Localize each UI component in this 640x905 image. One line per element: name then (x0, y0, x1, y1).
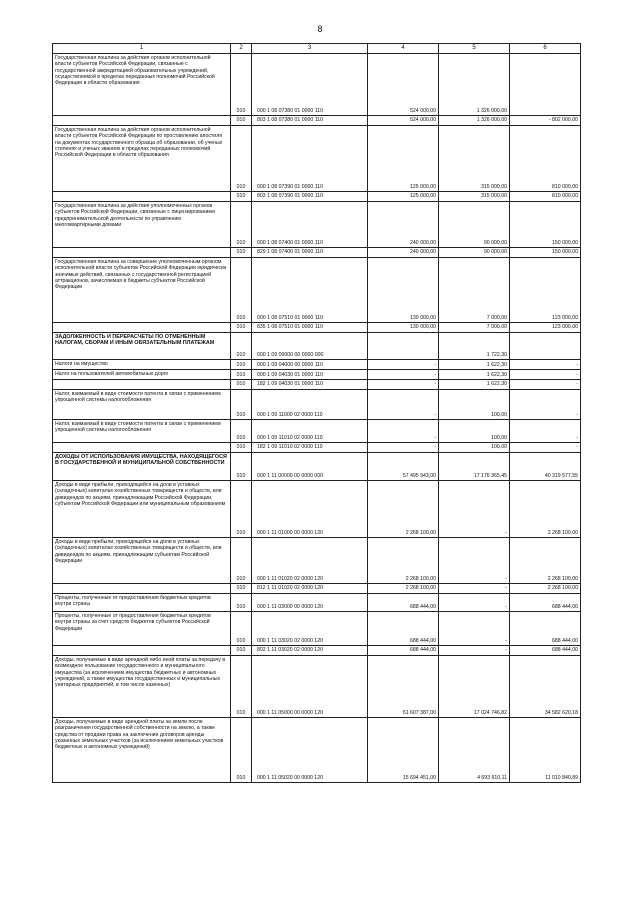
header-col-3: 3 (252, 44, 368, 54)
row-remaining-cell: - (510, 390, 581, 420)
row-executed-cell: 17 176 365,45 (439, 453, 510, 481)
row-remaining-cell: - (510, 443, 581, 453)
row-code-cell: 010 (231, 258, 252, 323)
row-code-cell: 010 (231, 584, 252, 594)
row-approved-cell: 130 000,00 (368, 323, 439, 333)
row-remaining-cell: 688 444,00 (510, 646, 581, 656)
row-kbk-cell: 000 1 09 11000 02 0000 110 (252, 390, 368, 420)
row-kbk-cell: 802 1 11 03020 02 0000 120 (252, 646, 368, 656)
row-executed-cell: 1 326 000,00 (439, 54, 510, 116)
row-kbk-cell: 000 1 11 05020 00 0000 120 (252, 718, 368, 783)
row-executed-cell: - (439, 594, 510, 612)
row-kbk-cell: 000 1 08 07380 01 0000 110 (252, 54, 368, 116)
row-executed-cell: 4 693 610,11 (439, 718, 510, 783)
table-row (53, 594, 581, 612)
row-kbk-cell: 000 1 08 07510 01 0000 110 (252, 258, 368, 323)
row-remaining-cell: - (510, 370, 581, 380)
row-remaining-cell: - (510, 360, 581, 370)
row-code-cell: 010 (231, 646, 252, 656)
table-row (53, 258, 581, 323)
table-row (53, 323, 581, 333)
row-name-cell: Проценты, полученные от предоставления бюджетных кредитов внутри страны (53, 594, 231, 612)
row-approved-cell: - (368, 390, 439, 420)
row-kbk-cell: 835 1 08 07510 01 0000 110 (252, 323, 368, 333)
row-code-cell: 010 (231, 202, 252, 248)
row-executed-cell: 90 000,00 (439, 202, 510, 248)
row-remaining-cell: 810 000,00 (510, 192, 581, 202)
row-code-cell: 010 (231, 538, 252, 584)
row-approved-cell: 240 000,00 (368, 202, 439, 248)
table-row (53, 54, 581, 116)
row-code-cell: 010 (231, 420, 252, 443)
row-approved-cell: - (368, 420, 439, 443)
table-row (53, 538, 581, 584)
row-code-cell: 010 (231, 453, 252, 481)
row-executed-cell: 1 722,30 (439, 333, 510, 360)
row-code-cell: 010 (231, 192, 252, 202)
row-code-cell: 010 (231, 126, 252, 192)
row-approved-cell (368, 333, 439, 360)
row-remaining-cell: 11 010 840,89 (510, 718, 581, 783)
row-code-cell: 010 (231, 390, 252, 420)
row-kbk-cell: 000 1 11 01000 00 0000 120 (252, 481, 368, 538)
row-remaining-cell: 123 000,00 (510, 323, 581, 333)
row-executed-cell: - (439, 481, 510, 538)
row-approved-cell: 2 268 100,00 (368, 538, 439, 584)
row-approved-cell: - (368, 443, 439, 453)
row-name-cell: ДОХОДЫ ОТ ИСПОЛЬЗОВАНИЯ ИМУЩЕСТВА, НАХОДЯЩЕГОСЯ В ГОСУДАРСТВЕННОЙ И МУНИЦИПАЛЬНОЙ СОБСТВЕННОСТИ (53, 453, 231, 481)
table-row (53, 453, 581, 481)
row-name-cell: Налог на пользователей автомобильных дорог (53, 370, 231, 380)
row-name-cell (53, 380, 231, 390)
row-kbk-cell: 812 1 11 01020 02 0000 120 (252, 584, 368, 594)
row-kbk-cell: 000 1 11 00000 00 0000 000 (252, 453, 368, 481)
row-kbk-cell: 000 1 11 03020 02 0000 120 (252, 612, 368, 646)
row-approved-cell: - (368, 360, 439, 370)
row-kbk-cell: 803 1 08 07390 01 0000 110 (252, 192, 368, 202)
row-code-cell: 010 (231, 333, 252, 360)
row-executed-cell: 315 000,00 (439, 126, 510, 192)
row-executed-cell: 100,00 (439, 390, 510, 420)
row-executed-cell: 315 000,00 (439, 192, 510, 202)
row-code-cell: 010 (231, 481, 252, 538)
row-name-cell: Налог, взимаемый в виде стоимости патента в связи с применением упрощенной системы налогообложения (53, 420, 231, 443)
row-name-cell: Доходы в виде прибыли, приходящейся на доли в уставных (складочных) капиталах хозяйственных товариществ и обществ, или дивидендов по акциям, принадлежащим Российской Федерации, субъектам Российской Федерации или муниципальным образованиям (53, 481, 231, 538)
row-code-cell: 010 (231, 323, 252, 333)
row-approved-cell: 57 495 943,00 (368, 453, 439, 481)
row-kbk-cell: 000 1 09 11010 02 0000 110 (252, 420, 368, 443)
page-number: 8 (317, 24, 323, 34)
row-remaining-cell: 40 319 577,55 (510, 453, 581, 481)
row-kbk-cell: 000 1 09 04030 01 0000 110 (252, 370, 368, 380)
table-row (53, 584, 581, 594)
row-name-cell: Государственная пошлина за действия уполномоченных органов субъектов Российской Федерации, связанные с лицензированием предпринимательской деятельности по управлению многоквартирными домами (53, 202, 231, 248)
header-col-6: 6 (510, 44, 581, 54)
row-code-cell: 010 (231, 248, 252, 258)
row-executed-cell: 7 000,00 (439, 323, 510, 333)
row-name-cell (53, 248, 231, 258)
table-row (53, 202, 581, 248)
row-kbk-cell: 000 1 11 01020 02 0000 120 (252, 538, 368, 584)
row-remaining-cell: 688 444,00 (510, 612, 581, 646)
row-remaining-cell: 150 000,00 (510, 248, 581, 258)
row-approved-cell: 688 444,00 (368, 594, 439, 612)
row-approved-cell: - (368, 380, 439, 390)
row-approved-cell: 125 000,00 (368, 192, 439, 202)
row-remaining-cell: - (510, 420, 581, 443)
row-code-cell: 010 (231, 612, 252, 646)
table-row (53, 443, 581, 453)
row-kbk-cell: 000 1 11 05000 00 0000 120 (252, 656, 368, 718)
table-body (53, 54, 581, 783)
row-name-cell: Доходы, получаемые в виде арендной платы за земли после разграничения государственной собственности на землю, а также средства от продажи права на заключение договоров аренды указанных земельных участков (за исключением земельных участков бюджетных и автономных учреждений) (53, 718, 231, 783)
row-name-cell (53, 646, 231, 656)
header-col-5: 5 (439, 44, 510, 54)
header-col-2: 2 (231, 44, 252, 54)
row-kbk-cell: 000 1 11 03000 00 0000 120 (252, 594, 368, 612)
table-row (53, 248, 581, 258)
header-col-1: 1 (53, 44, 231, 54)
row-name-cell: ЗАДОЛЖЕННОСТЬ И ПЕРЕРАСЧЕТЫ ПО ОТМЕНЕННЫМ НАЛОГАМ, СБОРАМ И ИНЫМ ОБЯЗАТЕЛЬНЫМ ПЛАТЕЖАМ (53, 333, 231, 360)
row-kbk-cell: 829 1 08 07400 01 0000 110 (252, 248, 368, 258)
row-remaining-cell: 2 268 100,00 (510, 481, 581, 538)
row-name-cell: Государственная пошлина за совершение уполномоченным органом исполнительной власти субъектов Российской Федерации юридически значимых действий, связанных с государственной регистрацией аттракционов, зачисляемая в бюджеты субъектов Российской Федерации (53, 258, 231, 323)
row-executed-cell: 100,00 (439, 443, 510, 453)
row-executed-cell: - (439, 538, 510, 584)
row-code-cell: 010 (231, 360, 252, 370)
row-code-cell: 010 (231, 718, 252, 783)
row-executed-cell: 1 326 000,00 (439, 116, 510, 126)
row-code-cell: 010 (231, 116, 252, 126)
row-code-cell: 010 (231, 380, 252, 390)
header-row (53, 44, 581, 54)
row-kbk-cell: 000 1 09 04000 00 0000 110 (252, 360, 368, 370)
table-row (53, 370, 581, 380)
table-row (53, 126, 581, 192)
row-kbk-cell: 803 1 08 07380 01 0000 110 (252, 116, 368, 126)
row-approved-cell: 15 694 451,00 (368, 718, 439, 783)
row-executed-cell: 1 622,30 (439, 370, 510, 380)
row-name-cell (53, 323, 231, 333)
row-executed-cell: 17 024 746,82 (439, 656, 510, 718)
row-executed-cell: 100,00 (439, 420, 510, 443)
table-row (53, 390, 581, 420)
table-row (53, 656, 581, 718)
row-executed-cell: 1 622,30 (439, 360, 510, 370)
row-remaining-cell (510, 54, 581, 116)
row-remaining-cell: 2 268 100,00 (510, 538, 581, 584)
table-row (53, 420, 581, 443)
table-row (53, 192, 581, 202)
row-code-cell: 010 (231, 54, 252, 116)
row-executed-cell: 1 622,30 (439, 380, 510, 390)
row-remaining-cell (510, 333, 581, 360)
row-code-cell: 010 (231, 370, 252, 380)
table-row (53, 646, 581, 656)
row-name-cell: Налог, взимаемый в виде стоимости патента в связи с применением упрощенной системы налогообложения (53, 390, 231, 420)
row-remaining-cell: 150 000,00 (510, 202, 581, 248)
row-name-cell (53, 584, 231, 594)
row-approved-cell: 688 444,00 (368, 646, 439, 656)
row-remaining-cell: - 802 000,00 (510, 116, 581, 126)
row-kbk-cell: 182 1 09 11010 02 0000 110 (252, 443, 368, 453)
row-approved-cell: - (368, 370, 439, 380)
header-col-4: 4 (368, 44, 439, 54)
row-name-cell (53, 116, 231, 126)
table-row (53, 718, 581, 783)
row-kbk-cell: 000 1 08 07390 01 0000 110 (252, 126, 368, 192)
table-row (53, 481, 581, 538)
row-remaining-cell: - (510, 380, 581, 390)
table-row (53, 612, 581, 646)
row-name-cell: Государственная пошлина за действия органов исполнительной власти субъектов Российской Федерации, связанные с государственной аккредитацией образовательных учреждений, осуществляемой в пределах переданных полномочий Российской Федерации в области образования (53, 54, 231, 116)
row-approved-cell: 2 268 100,00 (368, 584, 439, 594)
row-name-cell: Налоги на имущество (53, 360, 231, 370)
table-row (53, 333, 581, 360)
row-remaining-cell: 2 268 100,00 (510, 584, 581, 594)
row-name-cell: Доходы, получаемые в виде арендной либо иной платы за передачу в возмездное пользование государственного и муниципального имущества (за исключением имущества бюджетных и автономных учреждений, а также имущества государственных и муниципальных унитарных предприятий, в том числе казенных) (53, 656, 231, 718)
table-row (53, 360, 581, 370)
table-row (53, 116, 581, 126)
row-approved-cell: 51 607 387,00 (368, 656, 439, 718)
table-row (53, 380, 581, 390)
row-name-cell: Доходы в виде прибыли, приходящейся на доли в уставных (складочных) капиталах хозяйственных товариществ и обществ, или дивидендов по акциям, принадлежащим субъектам Российской Федерации (53, 538, 231, 584)
row-kbk-cell: 182 1 09 04030 01 0000 110 (252, 380, 368, 390)
row-remaining-cell: 810 000,00 (510, 126, 581, 192)
row-code-cell: 010 (231, 594, 252, 612)
row-executed-cell: - (439, 646, 510, 656)
row-approved-cell: 130 000,00 (368, 258, 439, 323)
row-name-cell (53, 192, 231, 202)
row-code-cell: 010 (231, 656, 252, 718)
row-code-cell: 010 (231, 443, 252, 453)
row-approved-cell: 2 268 100,00 (368, 481, 439, 538)
budget-table (52, 43, 581, 783)
row-approved-cell: 524 000,00 (368, 116, 439, 126)
row-executed-cell: - (439, 612, 510, 646)
row-approved-cell: 240 000,00 (368, 248, 439, 258)
row-remaining-cell: 123 000,00 (510, 258, 581, 323)
row-approved-cell: 125 000,00 (368, 126, 439, 192)
row-name-cell (53, 443, 231, 453)
row-remaining-cell: 688 444,00 (510, 594, 581, 612)
row-kbk-cell: 000 1 08 07400 01 0000 110 (252, 202, 368, 248)
row-executed-cell: 7 000,00 (439, 258, 510, 323)
row-name-cell: Государственная пошлина за действия органов исполнительной власти субъектов Российской Федерации по проставлению апостиля на документах государственного образца об образовании, об ученых степенях и ученых званиях в пределах переданных полномочий Российской Федерации в области образования (53, 126, 231, 192)
row-approved-cell: 524 000,00 (368, 54, 439, 116)
row-executed-cell: - (439, 584, 510, 594)
row-approved-cell: 688 444,00 (368, 612, 439, 646)
row-name-cell: Проценты, полученные от предоставления бюджетных кредитов внутри страны за счет средств бюджетов субъектов Российской Федерации (53, 612, 231, 646)
row-remaining-cell: 34 582 620,18 (510, 656, 581, 718)
row-kbk-cell: 000 1 09 00000 00 0000 000 (252, 333, 368, 360)
row-executed-cell: 90 000,00 (439, 248, 510, 258)
